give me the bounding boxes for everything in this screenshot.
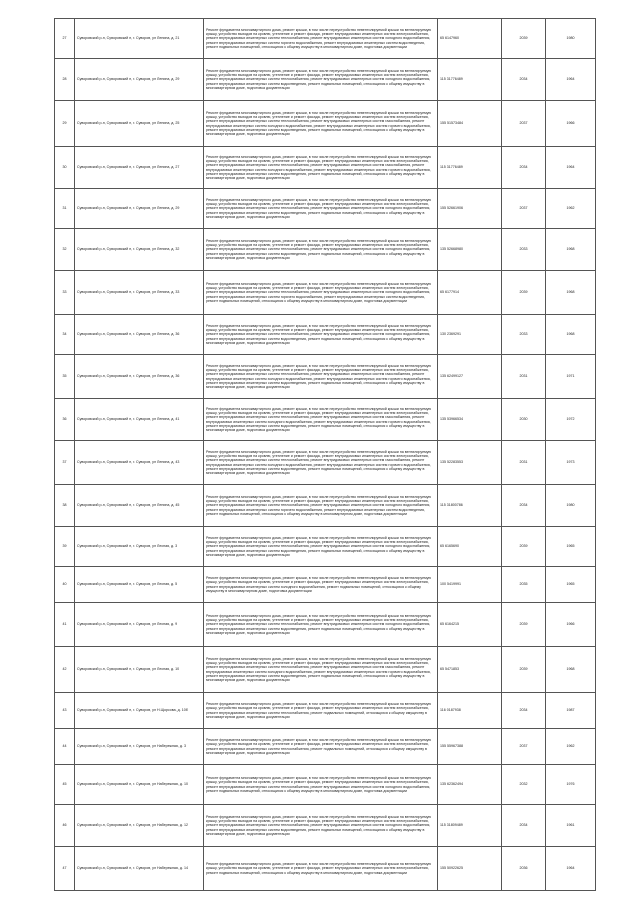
- row-number: 44: [55, 729, 75, 765]
- row-repair-year: 2037: [502, 729, 546, 765]
- row-cost: 115 31776489: [438, 59, 502, 101]
- row-number: 45: [55, 765, 75, 805]
- row-build-year: 1966: [546, 101, 596, 147]
- row-number: 35: [55, 355, 75, 399]
- row-works-list: Ремонт фундамента многоквартирного дома, ремонт крыши, в том числе переустройство невентилируемой крыши на вентилируемую крышу, устройство выходов на кровлю, утепление и ремонт фасада, ремонт внутридомовых инженерных систем электроснабжения, ремонт внутридомовых инженерных систем теплоснабжения, ремонт внутридомовых инженерных систем холодного водоснабжения, ремонт внутридомовых инженерных систем горячего водоснабжения, ремонт внутридомовых инженерных систем водоотведения, ремонт подвальных помещений, относящихся к общему имуществу в многоквартирном доме, подготовка документации: [204, 19, 438, 59]
- row-number: 33: [55, 271, 75, 315]
- row-repair-year: 2033: [502, 315, 546, 355]
- row-cost: 65 6147960: [438, 19, 502, 59]
- row-works-list: Ремонт фундамента многоквартирного дома, ремонт крыши, в том числе переустройство невентилируемой крыши на вентилируемую крышу, устройство выходов на кровлю, утепление и ремонт фасада, ремонт внутридомовых инженерных систем электроснабжения, ремонт внутридомовых инженерных систем теплоснабжения, ремонт внутридомовых инженерных систем газоснабжения, ремонт внутридомовых инженерных систем холодного водоснабжения, ремонт внутридомовых инженерных систем горячего водоснабжения, ремонт внутридомовых инженерных систем водоотведения, ремонт подвальных помещений, относящихся к общему имуществу в многоквартирном доме, подготовка документации: [204, 101, 438, 147]
- row-cost: 115 31776489: [438, 147, 502, 189]
- row-number: 31: [55, 189, 75, 229]
- row-build-year: 1973: [546, 441, 596, 485]
- row-works-list: Ремонт фундамента многоквартирного дома, ремонт крыши, в том числе переустройство невентилируемой крыши на вентилируемую крышу, устройство выходов на кровлю, утепление и ремонт фасада, ремонт внутридомовых инженерных систем электроснабжения, ремонт внутридомовых инженерных систем теплоснабжения, ремонт внутридомовых инженерных систем холодного водоснабжения, ремонт внутридомовых инженерных систем водоотведения, ремонт подвальных помещений, относящихся к общему имуществу в многоквартирном доме, подготовка документации: [204, 59, 438, 101]
- row-build-year: 1968: [546, 647, 596, 693]
- row-address: Суворовский р-н, Суворовский п, г. Суворов, ул Ленина, д. 36: [75, 355, 204, 399]
- table-row: [55, 805, 596, 847]
- row-number: 46: [55, 805, 75, 847]
- table-row: [55, 19, 596, 59]
- row-build-year: 1987: [546, 693, 596, 729]
- row-address: Суворовский р-н, Суворовский п, г. Суворов, ул Набережная, д. 3: [75, 729, 204, 765]
- row-address: Суворовский р-н, Суворовский п, г. Суворов, ул Ленина, д. 45: [75, 485, 204, 527]
- row-cost: 116 0187938: [438, 693, 502, 729]
- row-address: Суворовский р-н, Суворовский п, г. Суворов, ул Н.Щорсова, д. 10б: [75, 693, 204, 729]
- row-cost: 65 6177914: [438, 271, 502, 315]
- row-address: Суворовский р-н, Суворовский п, г. Суворов, ул Ленина, д. 21: [75, 19, 204, 59]
- row-works-list: Ремонт фундамента многоквартирного дома, ремонт крыши, в том числе переустройство невентилируемой крыши на вентилируемую крышу, устройство выходов на кровлю, утепление и ремонт фасада, ремонт внутридомовых инженерных систем электроснабжения, ремонт внутридомовых инженерных систем теплоснабжения, ремонт внутридомовых инженерных систем газоснабжения, ремонт внутридомовых инженерных систем холодного водоснабжения, ремонт внутридомовых инженерных систем горячего водоснабжения, ремонт внутридомовых инженерных систем водоотведения, ремонт подвальных помещений, относящихся к общему имуществу в многоквартирном доме, подготовка документации: [204, 355, 438, 399]
- row-build-year: 1964: [546, 147, 596, 189]
- row-cost: 135 52283553: [438, 441, 502, 485]
- row-build-year: 1980: [546, 19, 596, 59]
- table-row: [55, 355, 596, 399]
- row-works-list: Ремонт фундамента многоквартирного дома, ремонт крыши, в том числе переустройство невентилируемой крыши на вентилируемую крышу, устройство выходов на кровлю, утепление и ремонт фасада, ремонт внутридомовых инженерных систем электроснабжения, ремонт внутридомовых инженерных систем теплоснабжения, ремонт внутридомовых инженерных систем холодного водоснабжения, ремонт подвальных помещений, относящихся к общему имуществу в многоквартирном доме, подготовка документации: [204, 765, 438, 805]
- row-address: Суворовский р-н, Суворовский п, г. Суворов, ул Набережная, д. 14: [75, 847, 204, 891]
- row-repair-year: 2039: [502, 527, 546, 567]
- row-address: Суворовский р-н, Суворовский п, г. Суворов, ул Набережная, д. 10: [75, 765, 204, 805]
- row-repair-year: 2036: [502, 847, 546, 891]
- row-works-list: Ремонт фундамента многоквартирного дома, ремонт крыши, в том числе переустройство невентилируемой крыши на вентилируемую крышу, устройство выходов на кровлю, утепление и ремонт фасада, ремонт внутридомовых инженерных систем электроснабжения, ремонт внутридомовых инженерных систем теплоснабжения, ремонт внутридомовых инженерных систем холодного водоснабжения, ремонт внутридомовых инженерных систем водоотведения, ремонт подвальных помещений, относящихся к общему имуществу в многоквартирном доме, подготовка документации: [204, 603, 438, 647]
- row-address: Суворовский р-н, Суворовский п, г. Суворов, ул Лесная, д. 9: [75, 603, 204, 647]
- row-cost: 155 52661906: [438, 189, 502, 229]
- table-row: [55, 315, 596, 355]
- row-repair-year: 2039: [502, 647, 546, 693]
- row-works-list: Ремонт фундамента многоквартирного дома, ремонт крыши, в том числе переустройство невентилируемой крыши на вентилируемую крышу, устройство выходов на кровлю, утепление и ремонт фасада, ремонт внутридомовых инженерных систем электроснабжения, ремонт внутридомовых инженерных систем теплоснабжения, ремонт внутридомовых инженерных систем газоснабжения, ремонт внутридомовых инженерных систем холодного водоснабжения, ремонт внутридомовых инженерных систем горячего водоснабжения, ремонт внутридомовых инженерных систем водоотведения, ремонт подвальных помещений, относящихся к общему имуществу в многоквартирном доме, подготовка документации: [204, 441, 438, 485]
- row-address: Суворовский р-н, Суворовский п, г. Суворов, ул Набережная, д. 12: [75, 805, 204, 847]
- row-number: 41: [55, 603, 75, 647]
- table-row: [55, 693, 596, 729]
- row-build-year: 1968: [546, 271, 596, 315]
- row-number: 36: [55, 399, 75, 441]
- row-cost: 130 2369291: [438, 315, 502, 355]
- row-works-list: Ремонт фундамента многоквартирного дома, ремонт крыши, в том числе переустройство невентилируемой крыши на вентилируемую крышу, устройство выходов на кровлю, утепление и ремонт фасада, ремонт внутридомовых инженерных систем электроснабжения, ремонт внутридомовых инженерных систем теплоснабжения, ремонт внутридомовых инженерных систем холодного водоснабжения, ремонт внутридомовых инженерных систем водоотведения, ремонт подвальных помещений, относящихся к общему имуществу в многоквартирном доме, подготовка документации: [204, 189, 438, 229]
- row-repair-year: 2039: [502, 603, 546, 647]
- row-address: Суворовский р-н, Суворовский п, г. Суворов, ул Лесная, д. 3: [75, 527, 204, 567]
- row-build-year: 1980: [546, 485, 596, 527]
- table-row: [55, 59, 596, 101]
- table-row: [55, 847, 596, 891]
- row-cost: 115 31809489: [438, 805, 502, 847]
- row-address: Суворовский р-н, Суворовский п, г. Суворов, ул Ленина, д. 32: [75, 229, 204, 271]
- row-number: 30: [55, 147, 75, 189]
- row-works-list: Ремонт фундамента многоквартирного дома, ремонт крыши, в том числе переустройство невентилируемой крыши на вентилируемую крышу, устройство выходов на кровлю, утепление и ремонт фасада, ремонт внутридомовых инженерных систем электроснабжения, ремонт внутридомовых инженерных систем теплоснабжения, ремонт внутридомовых инженерных систем газоснабжения, ремонт внутридомовых инженерных систем холодного водоснабжения, ремонт внутридомовых инженерных систем горячего водоснабжения, ремонт внутридомовых инженерных систем водоотведения, ремонт подвальных помещений, относящихся к общему имуществу в многоквартирном доме, подготовка документации: [204, 147, 438, 189]
- row-number: 47: [55, 847, 75, 891]
- row-repair-year: 2035: [502, 567, 546, 603]
- row-repair-year: 2034: [502, 147, 546, 189]
- row-works-list: Ремонт фундамента многоквартирного дома, ремонт крыши, в том числе переустройство невентилируемой крыши на вентилируемую крышу, устройство выходов на кровлю, утепление и ремонт фасада, ремонт внутридомовых инженерных систем электроснабжения, ремонт внутридомовых инженерных систем теплоснабжения, ремонт внутридомовых инженерных систем газоснабжения, ремонт внутридомовых инженерных систем холодного водоснабжения, ремонт внутридомовых инженерных систем горячего водоснабжения, ремонт внутридомовых инженерных систем водоотведения, ремонт подвальных помещений, относящихся к общему имуществу в многоквартирном доме, подготовка документации: [204, 647, 438, 693]
- row-works-list: Ремонт фундамента многоквартирного дома, ремонт крыши, в том числе переустройство невентилируемой крыши на вентилируемую крышу, устройство выходов на кровлю, утепление и ремонт фасада, ремонт внутридомовых инженерных систем электроснабжения, ремонт внутридомовых инженерных систем теплоснабжения, ремонт внутридомовых инженерных систем холодного водоснабжения, ремонт внутридомовых инженерных систем горячего водоснабжения, ремонт внутридомовых инженерных систем водоотведения, ремонт подвальных помещений, относящихся к общему имуществу в многоквартирном доме, подготовка документации: [204, 271, 438, 315]
- row-number: 32: [55, 229, 75, 271]
- table-row: [55, 647, 596, 693]
- row-number: 27: [55, 19, 75, 59]
- row-cost: 65 6164215: [438, 603, 502, 647]
- table-row: [55, 485, 596, 527]
- row-cost: 65 6165690: [438, 527, 502, 567]
- row-repair-year: 2034: [502, 693, 546, 729]
- table-row: [55, 603, 596, 647]
- row-works-list: Ремонт фундамента многоквартирного дома, ремонт крыши, в том числе переустройство невентилируемой крыши на вентилируемую крышу, устройство выходов на кровлю, утепление и ремонт фасада, ремонт внутридомовых инженерных систем электроснабжения, ремонт внутридомовых инженерных систем теплоснабжения, ремонт внутридомовых инженерных систем холодного водоснабжения, ремонт внутридомовых инженерных систем горячего водоснабжения, ремонт внутридомовых инженерных систем водоотведения, ремонт подвальных помещений, относящихся к общему имуществу в многоквартирном доме, подготовка документации: [204, 485, 438, 527]
- row-address: Суворовский р-н, Суворовский п, г. Суворов, ул Ленина, д. 43: [75, 441, 204, 485]
- row-build-year: 1972: [546, 399, 596, 441]
- row-works-list: Ремонт фундамента многоквартирного дома, ремонт крыши, в том числе переустройство невентилируемой крыши на вентилируемую крышу, устройство выходов на кровлю, утепление и ремонт фасада, ремонт внутридомовых инженерных систем электроснабжения, ремонт внутридомовых инженерных систем теплоснабжения, ремонт подвальных помещений, относящихся к общему имуществу в многоквартирном доме, подготовка документации: [204, 693, 438, 729]
- row-build-year: 1968: [546, 229, 596, 271]
- row-repair-year: 2031: [502, 441, 546, 485]
- row-build-year: 1965: [546, 567, 596, 603]
- table-row: [55, 101, 596, 147]
- row-cost: 155 50922625: [438, 847, 502, 891]
- row-number: 43: [55, 693, 75, 729]
- row-number: 29: [55, 101, 75, 147]
- row-number: 38: [55, 485, 75, 527]
- row-repair-year: 2037: [502, 101, 546, 147]
- row-address: Суворовский р-н, Суворовский п, г. Суворов, ул Ленина, д. 27: [75, 147, 204, 189]
- row-address: Суворовский р-н, Суворовский п, г. Суворов, ул Ленина, д. 33: [75, 271, 204, 315]
- row-number: 28: [55, 59, 75, 101]
- row-build-year: 1976: [546, 765, 596, 805]
- row-repair-year: 2039: [502, 19, 546, 59]
- table-row: [55, 229, 596, 271]
- row-works-list: Ремонт фундамента многоквартирного дома, ремонт крыши, в том числе переустройство невентилируемой крыши на вентилируемую крышу, устройство выходов на кровлю, утепление и ремонт фасада, ремонт внутридомовых инженерных систем электроснабжения, ремонт внутридомовых инженерных систем холодного водоснабжения, ремонт подвальных помещений, относящихся к общему имуществу в многоквартирном доме, подготовка документации: [204, 567, 438, 603]
- row-cost: 135 53966534: [438, 399, 502, 441]
- row-address: Суворовский р-н, Суворовский п, г. Суворов, ул Ленина, д. 36: [75, 315, 204, 355]
- table-row: [55, 441, 596, 485]
- row-build-year: 1961: [546, 805, 596, 847]
- row-build-year: 1966: [546, 603, 596, 647]
- row-cost: 115 31800786: [438, 485, 502, 527]
- row-cost: 135 62362494: [438, 765, 502, 805]
- row-cost: 155 55967388: [438, 729, 502, 765]
- row-number: 42: [55, 647, 75, 693]
- row-build-year: 1962: [546, 729, 596, 765]
- row-repair-year: 2034: [502, 485, 546, 527]
- row-works-list: Ремонт фундамента многоквартирного дома, ремонт крыши, в том числе переустройство невентилируемой крыши на вентилируемую крышу, устройство выходов на кровлю, утепление и ремонт фасада, ремонт внутридомовых инженерных систем электроснабжения, ремонт внутридомовых инженерных систем теплоснабжения, ремонт внутридомовых инженерных систем холодного водоснабжения, ремонт внутридомовых инженерных систем водоотведения, ремонт подвальных помещений, относящихся к общему имуществу в многоквартирном доме, подготовка документации: [204, 805, 438, 847]
- row-build-year: 1971: [546, 355, 596, 399]
- table-row: [55, 399, 596, 441]
- row-build-year: 1968: [546, 315, 596, 355]
- row-number: 34: [55, 315, 75, 355]
- row-repair-year: 2034: [502, 805, 546, 847]
- table-row: [55, 189, 596, 229]
- row-number: 37: [55, 441, 75, 485]
- row-cost: 135 52668980: [438, 229, 502, 271]
- table-row: [55, 567, 596, 603]
- row-works-list: Ремонт фундамента многоквартирного дома, ремонт крыши, в том числе переустройство невентилируемой крыши на вентилируемую крышу, устройство выходов на кровлю, утепление и ремонт фасада, ремонт внутридомовых инженерных систем электроснабжения, ремонт внутридомовых инженерных систем теплоснабжения, ремонт внутридомовых инженерных систем холодного водоснабжения, ремонт внутридомовых инженерных систем водоотведения, ремонт подвальных помещений, относящихся к общему имуществу в многоквартирном доме, подготовка документации: [204, 315, 438, 355]
- row-address: Суворовский р-н, Суворовский п, г. Суворов, ул Ленина, д. 29: [75, 59, 204, 101]
- table-row: [55, 527, 596, 567]
- row-address: Суворовский р-н, Суворовский п, г. Суворов, ул Ленина, д. 25: [75, 101, 204, 147]
- row-repair-year: 2037: [502, 189, 546, 229]
- row-repair-year: 2034: [502, 59, 546, 101]
- table-row: [55, 729, 596, 765]
- row-cost: 135 62499127: [438, 355, 502, 399]
- capital-repair-table: [54, 18, 596, 891]
- table-row: [55, 271, 596, 315]
- row-works-list: Ремонт фундамента многоквартирного дома, ремонт крыши, в том числе переустройство невентилируемой крыши на вентилируемую крышу, устройство выходов на кровлю, утепление и ремонт фасада, ремонт внутридомовых инженерных систем электроснабжения, ремонт внутридомовых инженерных систем теплоснабжения, ремонт внутридомовых инженерных систем холодного водоснабжения, ремонт внутридомовых инженерных систем водоотведения, ремонт подвальных помещений, относящихся к общему имуществу в многоквартирном доме, подготовка документации: [204, 229, 438, 271]
- table-body: [55, 19, 596, 891]
- row-works-list: Ремонт фундамента многоквартирного дома, ремонт крыши, в том числе переустройство невентилируемой крыши на вентилируемую крышу, устройство выходов на кровлю, утепление и ремонт фасада, ремонт внутридомовых инженерных систем электроснабжения, ремонт внутридомовых инженерных систем теплоснабжения, ремонт подвальных помещений, относящихся к общему имуществу в многоквартирном доме, подготовка документации: [204, 729, 438, 765]
- row-repair-year: 2032: [502, 765, 546, 805]
- row-works-list: Ремонт фундамента многоквартирного дома, ремонт крыши, в том числе переустройство невентилируемой крыши на вентилируемую крышу, устройство выходов на кровлю, утепление и ремонт фасада, ремонт внутридомовых инженерных систем электроснабжения, ремонт внутридомовых инженерных систем теплоснабжения, ремонт внутридомовых инженерных систем газоснабжения, ремонт внутридомовых инженерных систем холодного водоснабжения, ремонт внутридомовых инженерных систем горячего водоснабжения, ремонт внутридомовых инженерных систем водоотведения, ремонт подвальных помещений, относящихся к общему имуществу в многоквартирном доме, подготовка документации: [204, 399, 438, 441]
- row-build-year: 1964: [546, 59, 596, 101]
- row-build-year: 1965: [546, 527, 596, 567]
- row-repair-year: 2030: [502, 399, 546, 441]
- row-number: 40: [55, 567, 75, 603]
- row-address: Суворовский р-н, Суворовский п, г. Суворов, ул Лесная, д. 10: [75, 647, 204, 693]
- row-repair-year: 2031: [502, 355, 546, 399]
- row-works-list: Ремонт фундамента многоквартирного дома, ремонт крыши, в том числе переустройство невентилируемой крыши на вентилируемую крышу, устройство выходов на кровлю, утепление и ремонт фасада, ремонт внутридомовых инженерных систем электроснабжения, ремонт подвальных помещений, относящихся к общему имуществу в многоквартирном доме, подготовка документации: [204, 847, 438, 891]
- row-repair-year: 2039: [502, 271, 546, 315]
- row-address: Суворовский р-н, Суворовский п, г. Суворов, ул Ленина, д. 29: [75, 189, 204, 229]
- row-address: Суворовский р-н, Суворовский п, г. Суворов, ул Ленина, д. 41: [75, 399, 204, 441]
- row-address: Суворовский р-н, Суворовский п, г. Суворов, ул Лесная, д. 5: [75, 567, 204, 603]
- row-cost: 100 5419991: [438, 567, 502, 603]
- row-build-year: 1962: [546, 189, 596, 229]
- row-cost: 65 5471853: [438, 647, 502, 693]
- row-works-list: Ремонт фундамента многоквартирного дома, ремонт крыши, в том числе переустройство невентилируемой крыши на вентилируемую крышу, устройство выходов на кровлю, утепление и ремонт фасада, ремонт внутридомовых инженерных систем электроснабжения, ремонт внутридомовых инженерных систем теплоснабжения, ремонт внутридомовых инженерных систем холодного водоснабжения, ремонт внутридомовых инженерных систем водоотведения, ремонт подвальных помещений, относящихся к общему имуществу в многоквартирном доме, подготовка документации: [204, 527, 438, 567]
- table-row: [55, 147, 596, 189]
- row-number: 39: [55, 527, 75, 567]
- table-row: [55, 765, 596, 805]
- row-build-year: 1964: [546, 847, 596, 891]
- row-cost: 155 51573484: [438, 101, 502, 147]
- row-repair-year: 2033: [502, 229, 546, 271]
